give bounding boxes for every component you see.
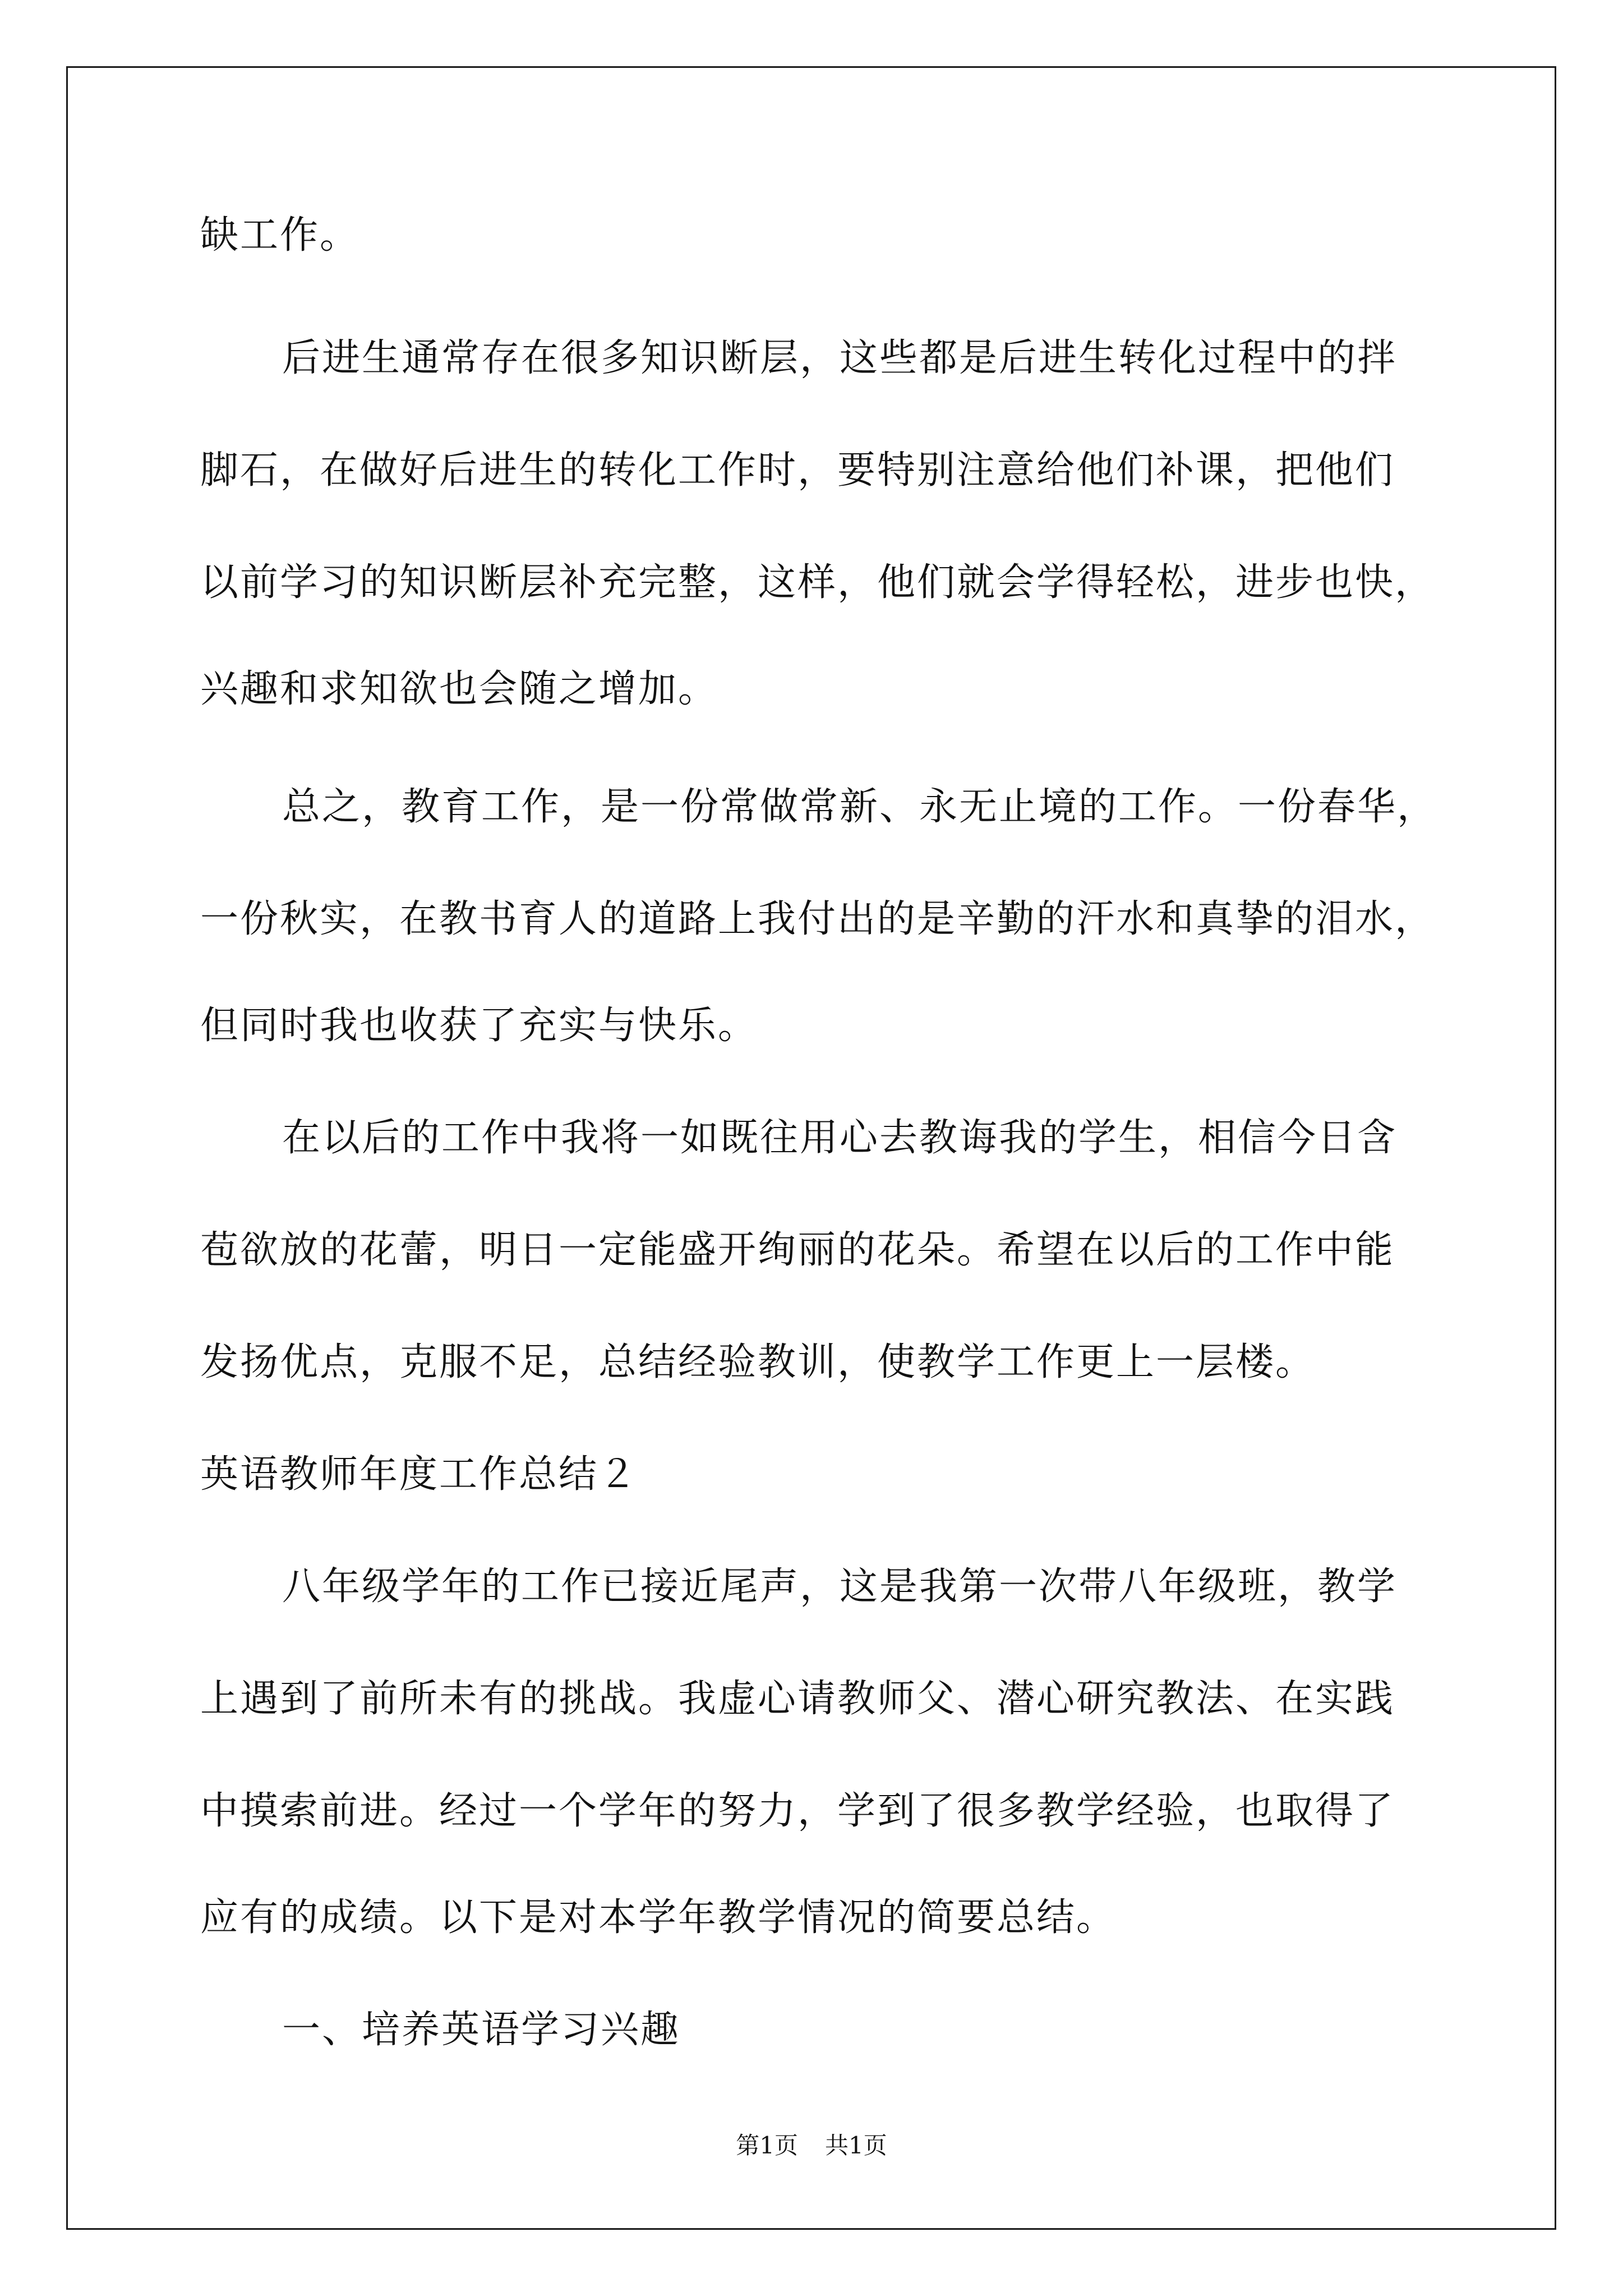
paragraph-first-line: 总之，教育工作，是一份常做常新、永无止境的工作。一份春华， — [282, 785, 1437, 829]
page-number: 第1页 — [736, 2132, 798, 2159]
text-line: 以前学习的知识断层补充完整，这样，他们就会学得轻松，进步也快， — [200, 560, 1435, 605]
text-line: 兴趣和求知欲也会随之增加。 — [200, 667, 718, 711]
text-line: 苞欲放的花蕾，明日一定能盛开绚丽的花朵。希望在以后的工作中能 — [200, 1228, 1395, 1272]
text-line: 脚石，在做好后进生的转化工作时，要特别注意给他们补课，把他们 — [200, 448, 1395, 493]
text-line: 一份秋实，在教书育人的道路上我付出的是辛勤的汗水和真挚的泪水， — [200, 897, 1435, 941]
paragraph-first-line: 八年级学年的工作已接近尾声，这是我第一次带八年级班，教学 — [282, 1565, 1398, 1609]
page-footer — [0, 2129, 1623, 2162]
paragraph-first-line: 后进生通常存在很多知识断层，这些都是后进生转化过程中的拌 — [282, 336, 1398, 380]
subsection-heading: 一、培养英语学习兴趣 — [282, 2008, 681, 2052]
text-line: 应有的成绩。以下是对本学年教学情况的简要总结。 — [200, 1895, 1117, 1940]
section-heading: 英语教师年度工作总结２ — [200, 1452, 639, 1497]
text-line: 中摸索前进。经过一个学年的努力，学到了很多教学经验，也取得了 — [200, 1789, 1395, 1833]
text-line: 上遇到了前所未有的挑战。我虚心请教师父、潜心研究教法、在实践 — [200, 1677, 1395, 1721]
page-total: 共1页 — [825, 2132, 887, 2159]
text-line: 但同时我也收获了充实与快乐。 — [200, 1004, 758, 1048]
text-line: 发扬优点，克服不足，总结经验教训，使教学工作更上一层楼。 — [200, 1340, 1316, 1384]
text-line: 缺工作。 — [200, 213, 360, 257]
paragraph-first-line: 在以后的工作中我将一如既往用心去教诲我的学生，相信今日含 — [282, 1116, 1398, 1160]
